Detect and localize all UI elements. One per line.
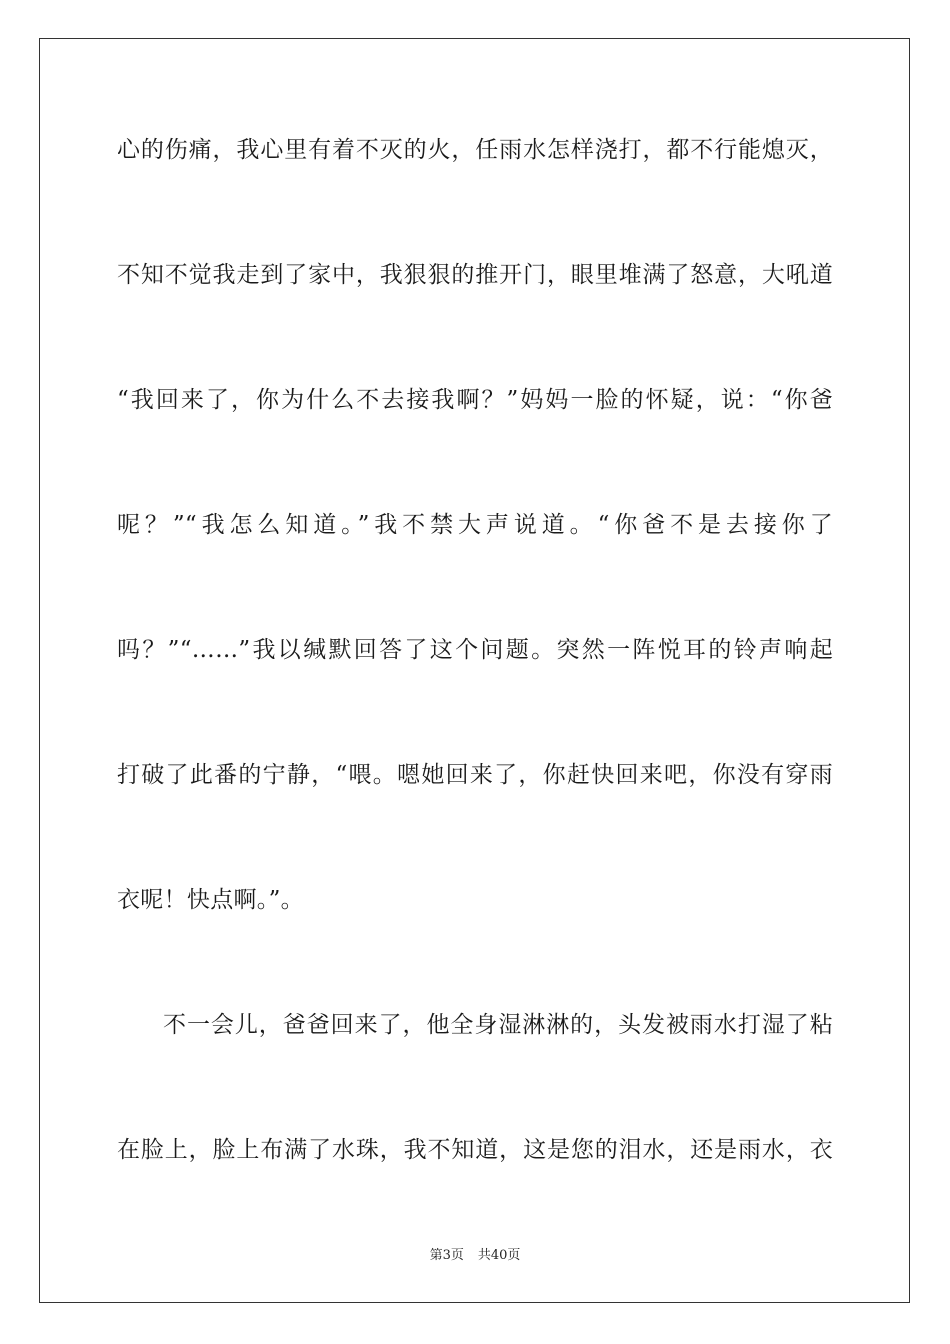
- page-border: [39, 38, 910, 1303]
- body-text-line: “我回来了，你为什么不去接我啊？”妈妈一脸的怀疑，说：“你爸: [117, 387, 833, 413]
- body-text-line: 打破了此番的宁静，“喂。嗯她回来了，你赶快回来吧，你没有穿雨: [117, 762, 833, 788]
- page-number: 第3页: [429, 1248, 464, 1263]
- body-text-line: 不知不觉我走到了家中，我狠狠的推开门，眼里堆满了怒意，大吼道: [117, 262, 833, 288]
- body-text-line: 衣呢！快点啊。”。: [117, 887, 304, 913]
- paragraph-first-line: 不一会儿，爸爸回来了，他全身湿淋淋的，头发被雨水打湿了粘: [163, 1012, 833, 1038]
- body-text-line: 在脸上，脸上布满了水珠，我不知道，这是您的泪水，还是雨水，衣: [117, 1137, 833, 1163]
- body-text-line: 吗？”“……”我以缄默回答了这个问题。突然一阵悦耳的铃声响起: [117, 637, 833, 663]
- page-footer: [0, 1247, 950, 1265]
- body-text-line: 心的伤痛，我心里有着不灭的火，任雨水怎样浇打，都不行能熄灭，: [117, 137, 833, 163]
- page-total: 共40页: [477, 1248, 521, 1263]
- body-text-line: 呢？”“我怎么知道。”我不禁大声说道。“你爸不是去接你了: [117, 512, 833, 538]
